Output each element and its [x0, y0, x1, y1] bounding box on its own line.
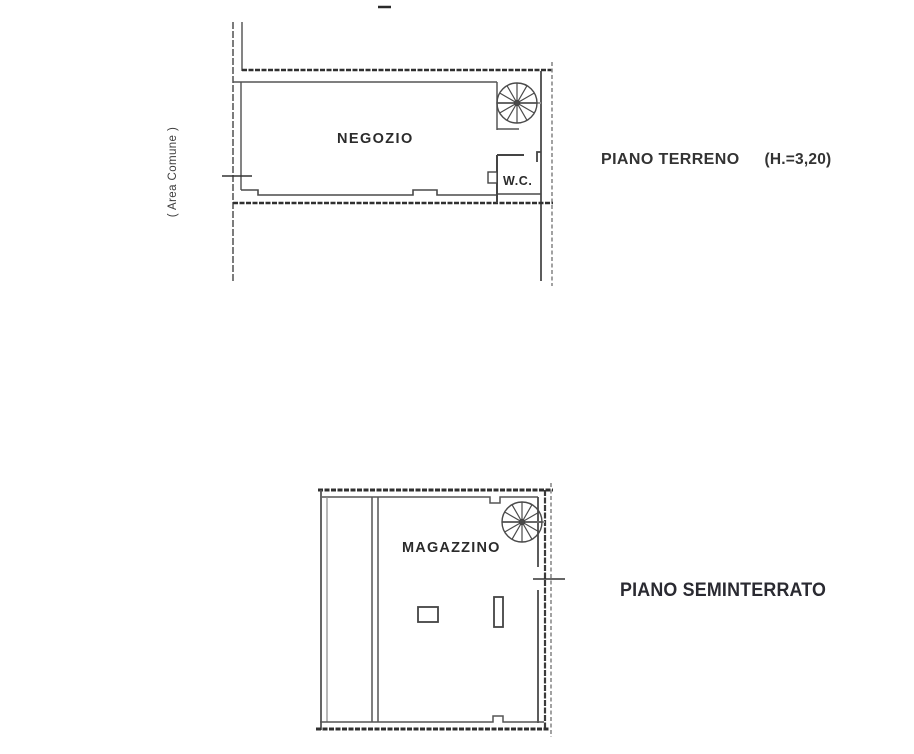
room-label-negozio: NEGOZIO — [337, 131, 414, 147]
floor-plan-piano-terreno — [222, 22, 553, 286]
pillar-block — [494, 597, 503, 627]
bottom-wall — [316, 716, 549, 729]
door-jamb — [488, 172, 497, 183]
common-area-note: ( Area Comune ) — [167, 126, 179, 218]
pillar-block — [418, 607, 438, 622]
left-wall — [233, 22, 242, 281]
floor-title-piano-terreno: PIANO TERRENO — [601, 151, 740, 168]
floor-plan-piano-seminterrato — [316, 483, 565, 737]
floor-title-row-terreno — [601, 151, 831, 169]
floor-title-piano-seminterrato: PIANO SEMINTERRATO — [620, 580, 827, 601]
spiral-staircase-icon — [497, 83, 541, 123]
top-wall — [318, 490, 553, 503]
divider-wall — [372, 497, 378, 722]
room-label-wc: W.C. — [503, 174, 533, 188]
ceiling-height-note: (H.=3,20) — [764, 151, 832, 168]
bottom-wall — [233, 190, 553, 203]
top-wall — [233, 70, 553, 82]
left-wall — [321, 490, 327, 730]
right-wall — [541, 62, 552, 286]
room-label-magazzino: MAGAZZINO — [402, 540, 501, 556]
